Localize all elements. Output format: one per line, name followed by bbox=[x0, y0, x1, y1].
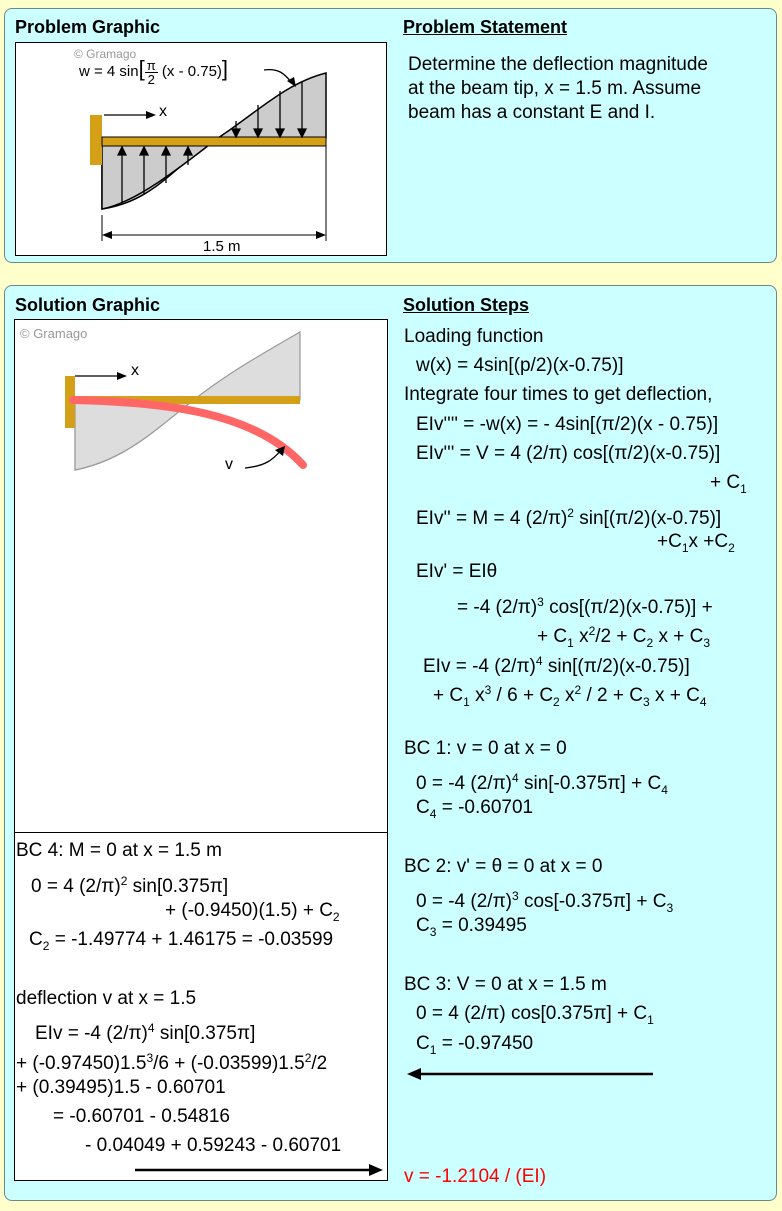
problem-graphic-heading: Problem Graphic bbox=[15, 17, 161, 37]
graphic-divider bbox=[15, 832, 387, 833]
final-answer: v = -1.2104 / (EI) bbox=[404, 1166, 547, 1187]
load-area-lower bbox=[102, 138, 218, 209]
solution-panel: Solution Graphic Solution Steps © Gramago x v BC 4: M = 0 at x = 1.5 m 0 = 4 $(2/\pi)^2$ sin[0.375π] + $(-0.9450)(1.5) + C_2$ $C_2 = -1.49774 + 1.46175 = -0.03599$ deflection v at x = 1.5 EIv = -4 $(2/\pi)^4$ sin[0.375π] + $(-0.97450)1.5^3/6 + (-0.03599)1.5^2/2$ + (0.39495)1.5 - 0.60701 = -0.60701 - 0.54816 - 0.04049 + 0.59243 - 0.60701 Loading function w(x) = 4sin[(p/2)(x-0.75)] Integrate four times to get deflection, EIv'''' = -w(x) = - 4sin[(π/2)(x - 0.75)] EIv''' = V = 4 (2/π) cos[(π/2)(x-0.75)] + $C_1$ EIv'' = M = 4 $(2/\pi)^2$ sin[(π/2)(x-0.75)] $+C_1x +C_2$ EIv' = EIθ = -4 $(2/\pi)^3$ cos[(π/2)(x-0.75)] + + $C_1$ $x^2/2 + C_2$ $x + C_3$ EIv = -4 $(2/\pi)^4$ sin[(π/2)(x-0.75)] + $C_1$ $x^3 / 6 + C_2$ $x^2 / 2 + C_3$ $x + C_4$ BC 1: v = 0 at x = 0 0 = -4 $(2/\pi)^4$ $\sin[-0.375\pi] + C_4$ $C_4 = -0.60701$ BC 2: v' = θ = 0 at x = 0 0 = -4 $(2/\pi)^3$ $\cos[-0.375\pi] + C_3$ $C_3 = 0.39495$ BC 3: V = 0 at x = 1.5 m 0 = 4 (2/π) $\cos[0.375\pi] + C_1$ $C_1 = -0.97450$ v = -1.2104 / (EI) bbox=[4, 285, 777, 1201]
load-equation: w = 4 sin[ $\frac{\pi}{2}$ (x - 0.75)] bbox=[79, 56, 229, 87]
solution-graphic-heading: Solution Graphic bbox=[15, 295, 161, 315]
problem-graphic bbox=[15, 42, 387, 256]
left-arrow bbox=[407, 1066, 657, 1082]
problem-panel bbox=[4, 8, 777, 263]
solution-graphic: © Gramago x v BC 4: M = 0 at x = 1.5 m 0 = 4 $(2/\pi)^2$ sin[0.375π] + $(-0.9450)(1.5) + C_2$ $C_2 = -1.49774 + 1.46175 = -0.03599$ deflection v at x = 1.5 EIv = -4 $(2/\pi)^4$ sin[0.375π] + $(-0.97450)1.5^3/6 + (-0.03599)1.5^2/2$ + (0.39495)1.5 - 0.60701 = -0.60701 - 0.54816 - 0.04049 + 0.59243 - 0.60701 bbox=[14, 319, 388, 1181]
problem-statement: Determine the deflection magnitude at the beam tip, x = 1.5 m. Assume beam has a constant E and I. bbox=[408, 54, 708, 123]
wall-support bbox=[90, 115, 102, 165]
problem-statement-heading: Problem Statement bbox=[403, 17, 568, 37]
x-axis-label: x bbox=[131, 362, 139, 379]
solution-steps-heading: Solution Steps bbox=[403, 295, 529, 315]
copyright-text: © Gramago bbox=[20, 326, 88, 341]
length-label: 1.5 m bbox=[203, 238, 241, 255]
x-axis-label: x bbox=[159, 103, 167, 120]
copyright-text: © Gramago bbox=[74, 47, 137, 61]
deflection-diagram bbox=[15, 320, 387, 500]
v-label: v bbox=[225, 456, 233, 473]
beam bbox=[102, 137, 326, 146]
right-arrow bbox=[135, 1162, 385, 1178]
